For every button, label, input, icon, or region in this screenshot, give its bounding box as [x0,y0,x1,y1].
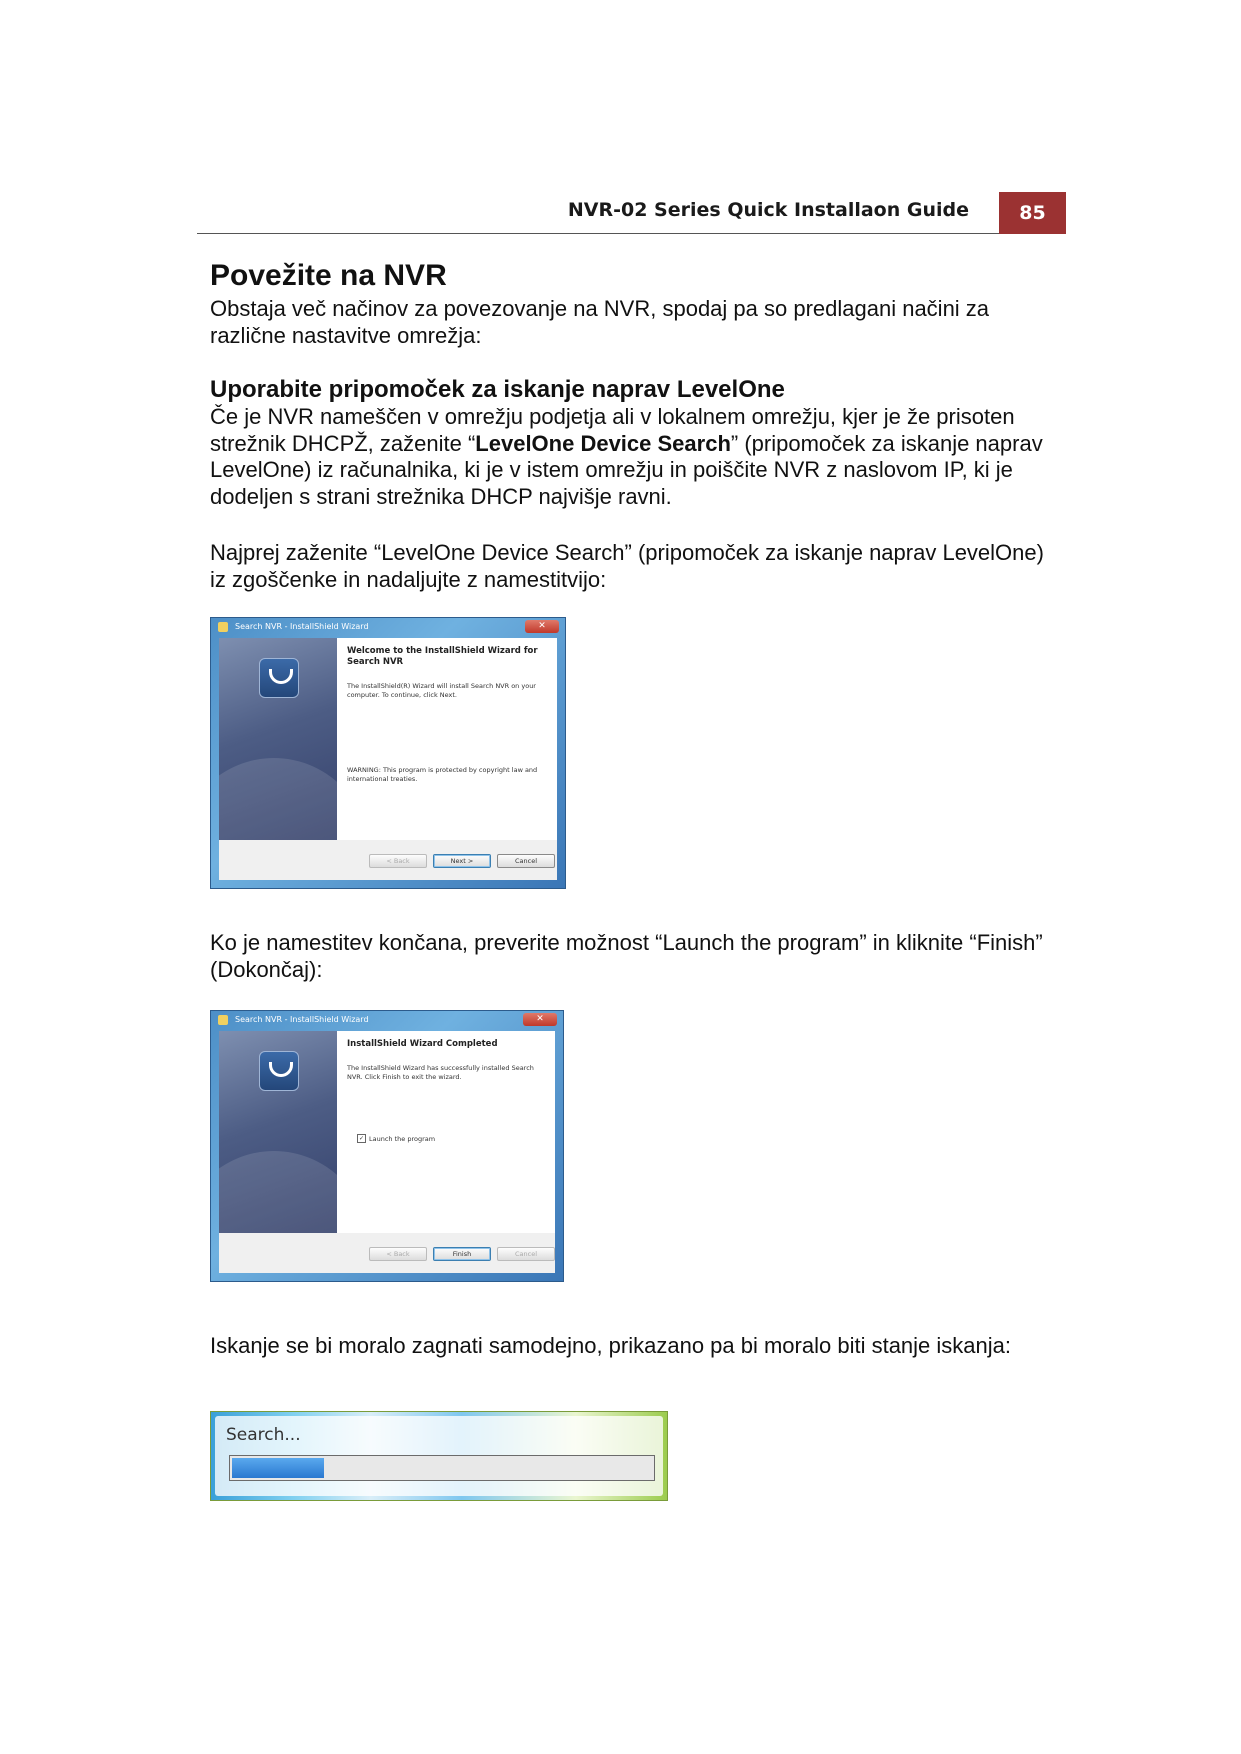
installer-app-icon [218,1015,228,1025]
launch-program-option[interactable] [357,1134,435,1143]
header-divider [197,233,999,234]
paragraph-1 [210,404,1050,510]
dialog-titlebar [211,1011,563,1029]
dialog-button-bar [219,840,557,880]
dialog-body [219,638,557,880]
dialog-side-banner [219,1031,337,1233]
banner-swoosh [219,758,337,840]
search-progress-fill [232,1458,324,1478]
dialog-title: Search NVR - InstallShield Wizard [235,622,369,631]
back-button[interactable]: < Back [369,854,427,868]
search-progress-bar [229,1455,655,1481]
next-button[interactable]: Next > [433,854,491,868]
finish-button[interactable]: Finish [433,1247,491,1261]
dialog-text: The InstallShield Wizard has successfully installed Search NVR. Click Finish to exit the wizard. [347,1064,534,1081]
section-block [210,258,1050,349]
installshield-logo-icon [259,658,299,698]
header-title: NVR-02 Series Quick Installaon Guide [567,199,969,221]
search-progress-screenshot [210,1411,668,1501]
paragraph-1-start: Če je NVR nameščen v omrežju podjetja ali v lokalnem omrežju, kjer je že prisoten strežnik DHCPŽ, zaženite “ [210,404,1015,456]
dialog-warning: WARNING: This program is protected by copyright law and international treaties. [347,766,538,783]
banner-swoosh [219,1151,337,1233]
subsection-title: Uporabite pripomoček za iskanje naprav LevelOne [210,376,785,403]
paragraph-1-bold: LevelOne Device Search [475,430,731,456]
dialog-heading: Welcome to the InstallShield Wizard for Search NVR [347,646,538,667]
installer-completed-screenshot [210,1010,564,1282]
close-icon[interactable]: ✕ [523,1013,557,1026]
installer-welcome-screenshot [210,617,566,889]
launch-program-label: Launch the program [369,1134,436,1143]
dialog-titlebar [211,618,565,636]
cancel-button[interactable]: Cancel [497,1247,555,1261]
page-number-badge: 85 [999,192,1066,234]
dialog-main-panel [337,1031,555,1233]
dialog-heading: InstallShield Wizard Completed [347,1039,498,1049]
dialog-button-bar [219,1233,555,1273]
search-label: Search... [226,1425,301,1445]
installer-app-icon [218,622,228,632]
dialog-text: The InstallShield(R) Wizard will install Search NVR on your computer. To continue, click Next. [347,682,536,699]
dialog-body [219,1031,555,1273]
subsection-block [210,376,1050,510]
paragraph-3: Ko je namestitev končana, preverite možnost “Launch the program” in kliknite “Finish” (Dokončaj): [210,930,1043,982]
paragraph-2: Najprej zaženite “LevelOne Device Search” (pripomoček za iskanje naprav LevelOne) iz zgoščenke in nadaljujte z namestitvijo: [210,540,1044,592]
paragraph-1-end: ” (pripomoček za iskanje naprav LevelOne) iz računalnika, ki je v istem omrežju in poiščite NVR z naslovom IP, ki je dodeljen s strani strežnika DHCP najvišje ravni. [210,430,1043,509]
installshield-logo-icon [259,1051,299,1091]
section-intro: Obstaja več načinov za povezovanje na NVR, spodaj pa so predlagani načini za različne nastavitve omrežja: [210,296,990,348]
cancel-button[interactable]: Cancel [497,854,555,868]
dialog-title: Search NVR - InstallShield Wizard [235,1015,369,1024]
close-icon[interactable]: ✕ [525,620,559,633]
dialog-main-panel [337,638,557,840]
paragraph-4: Iskanje se bi moralo zagnati samodejno, prikazano pa bi moralo biti stanje iskanja: [210,1333,1011,1358]
back-button[interactable]: < Back [369,1247,427,1261]
dialog-side-banner [219,638,337,840]
launch-program-checkbox[interactable]: ✓ [358,1135,365,1142]
section-title: Povežite na NVR [210,259,447,292]
